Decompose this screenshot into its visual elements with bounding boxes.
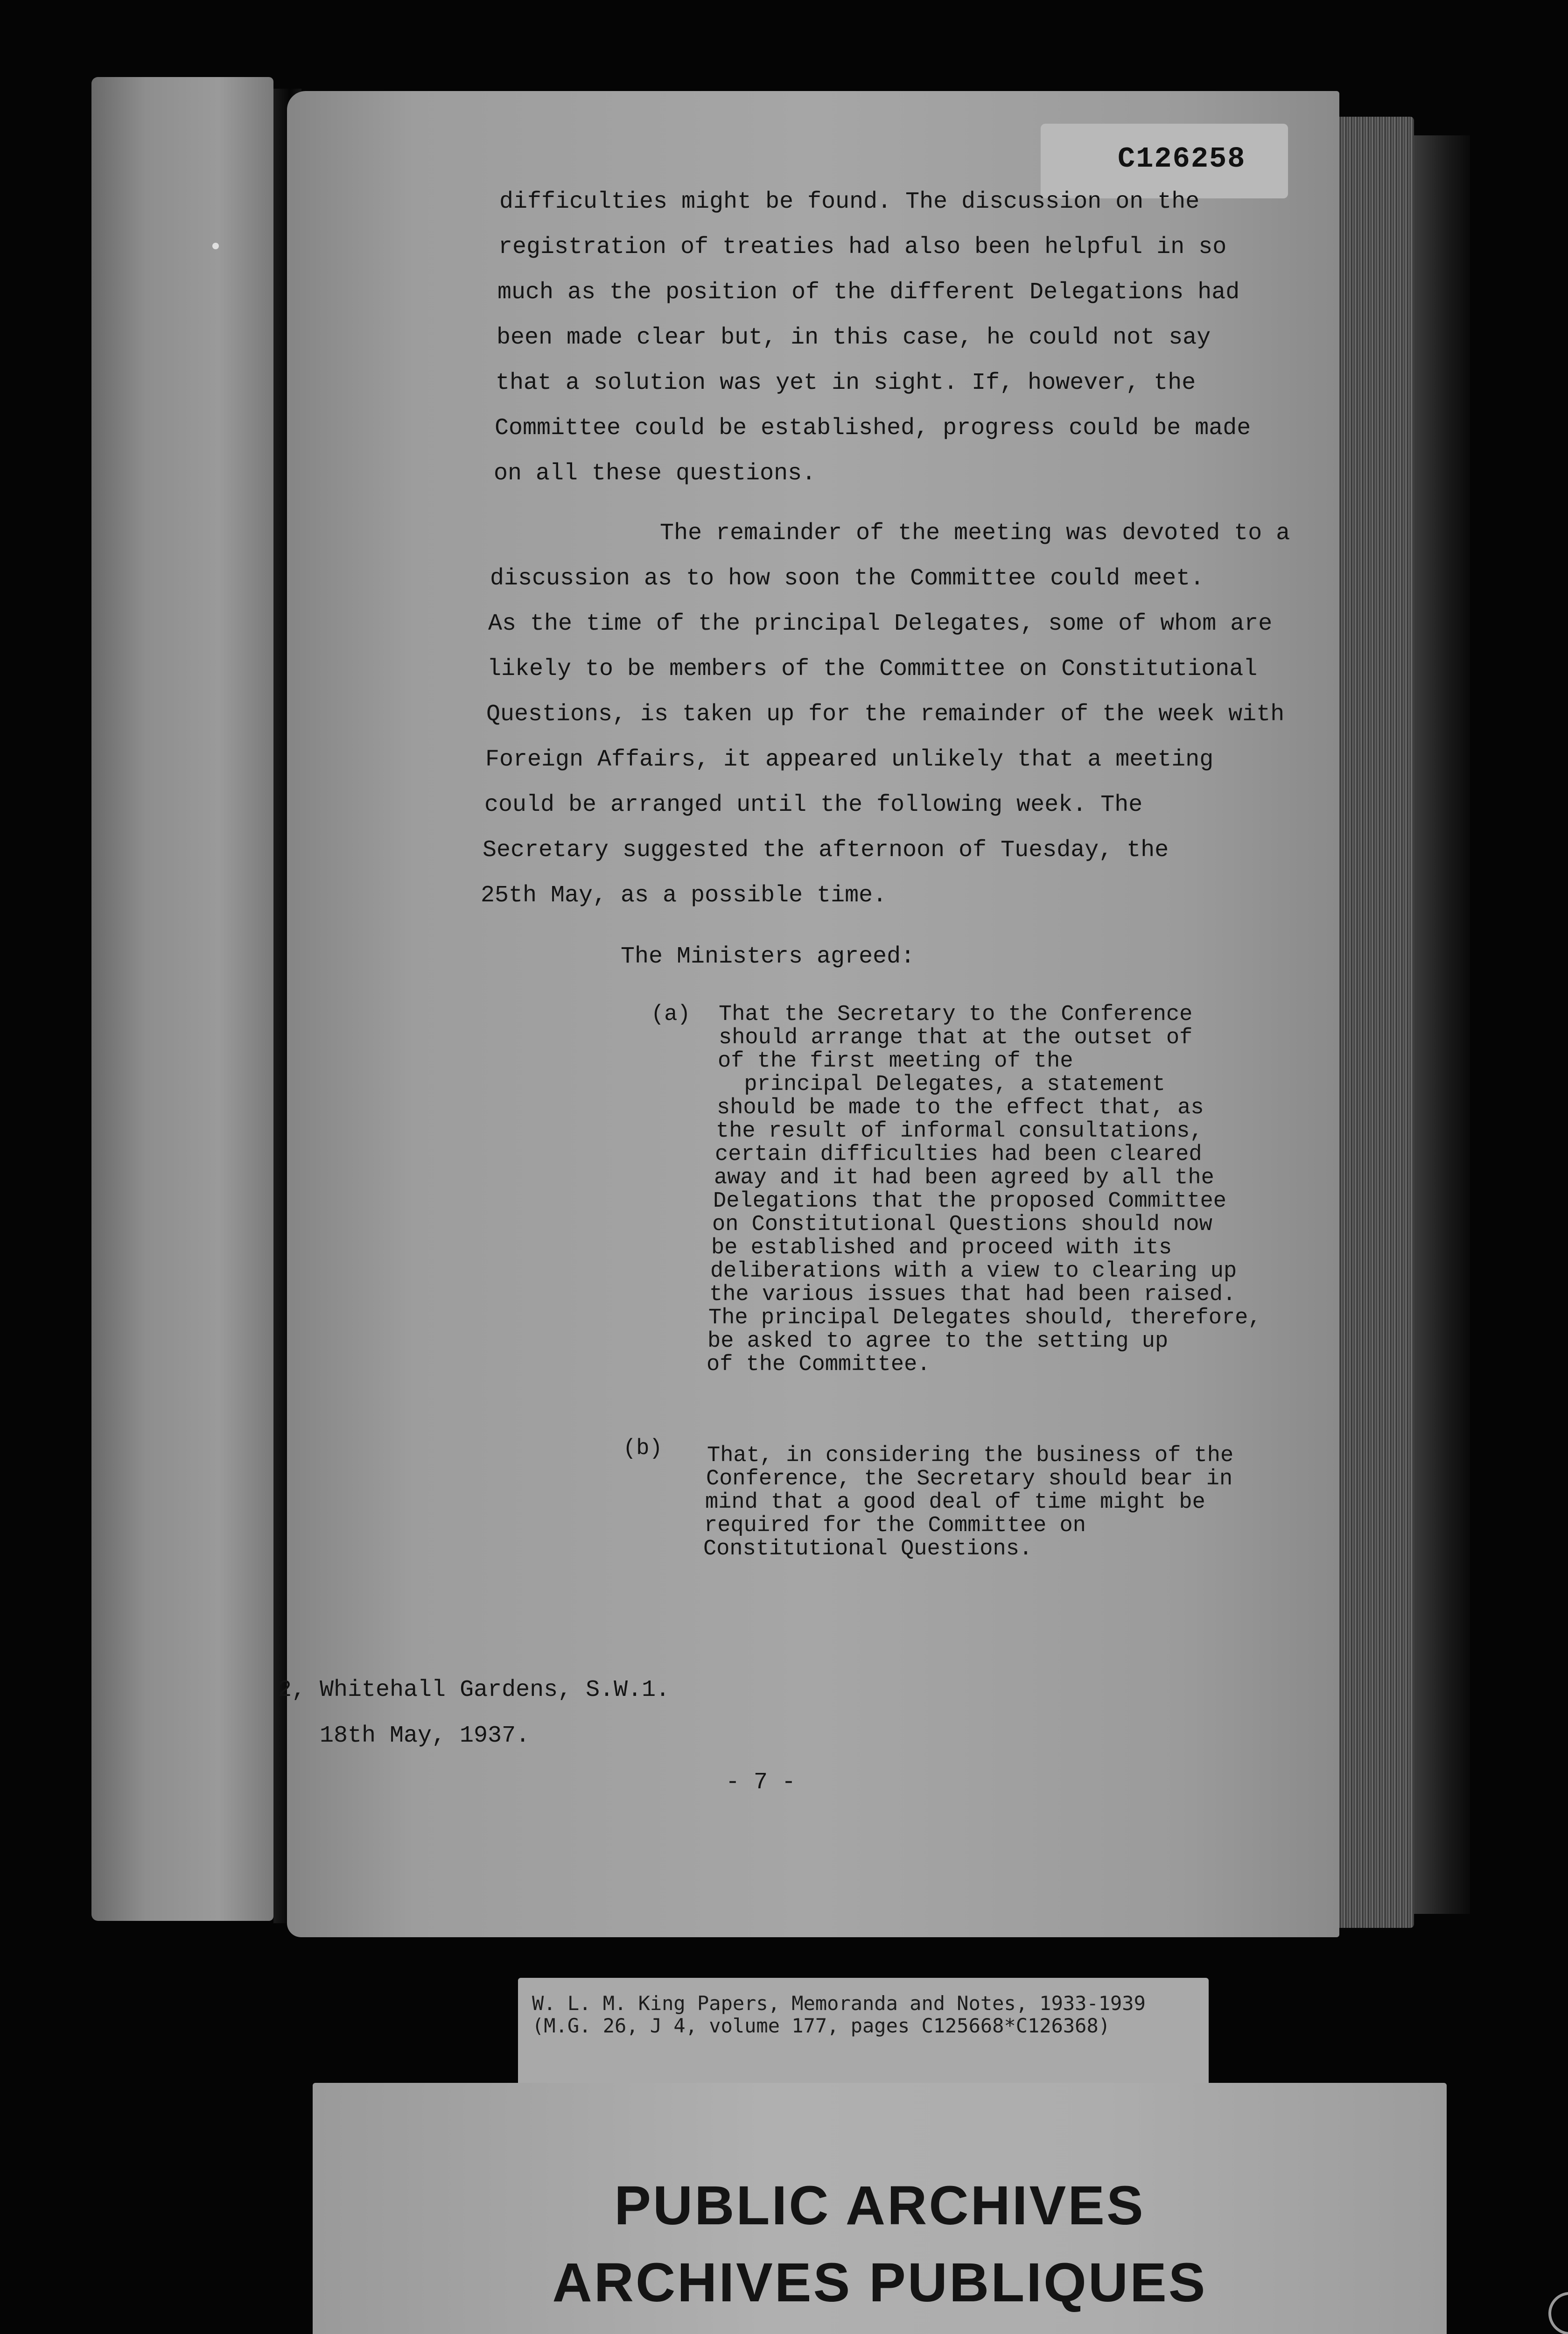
binder-hole [212,243,219,249]
item-line: should be made to the effect that, as [717,1096,1204,1120]
body-line: could be arranged until the following week. The [484,792,1143,818]
item-line: required for the Committee on [704,1513,1086,1538]
date: 18th May, 1937. [320,1722,530,1749]
body-line: Foreign Affairs, it appeared unlikely that a meeting [485,746,1214,773]
item-line: Delegations that the proposed Committee [713,1189,1226,1214]
item-line: of the first meeting of the [718,1049,1073,1074]
archives-line-french: ARCHIVES PUBLIQUES [552,2252,1207,2313]
body-line: As the time of the principal Delegates, some of whom are [488,611,1273,637]
catalog-label-line-1: W. L. M. King Papers, Memoranda and Notes, 1933-1939 [532,1992,1146,2015]
body-line: Committee could be established, progress could be made [495,415,1251,442]
body-line: discussion as to how soon the Committee could meet. [490,565,1204,592]
item-line: should arrange that at the outset of [719,1026,1193,1050]
document-id: C126258 [1118,142,1246,176]
archives-line-english: PUBLIC ARCHIVES [614,2175,1145,2236]
item-line: mind that a good deal of time might be [705,1490,1205,1515]
item-line: the various issues that had been raised. [709,1282,1236,1307]
page-number: - 7 - [726,1769,796,1796]
body-line: Questions, is taken up for the remainder of the week with [486,701,1285,728]
item-line: away and it had been agreed by all the [714,1166,1214,1190]
catalog-label-line-2: (M.G. 26, J 4, volume 177, pages C125668*C126368) [532,2014,1111,2037]
body-line: been made clear but, in this case, he could not say [497,324,1211,351]
archives-card [313,2083,1447,2334]
body-line: that a solution was yet in sight. If, however, the [496,370,1196,396]
item-line: The principal Delegates should, therefore, [708,1306,1261,1330]
item-line: Constitutional Questions. [703,1537,1033,1561]
body-line: likely to be members of the Committee on Constitutional [487,656,1258,682]
body-line: Secretary suggested the afternoon of Tuesday, the [483,837,1169,864]
item-marker: (a) [651,1002,691,1027]
body-line: difficulties might be found. The discussion on the [499,189,1200,215]
item-line: principal Delegates, a statement [718,1072,1165,1097]
item-line: certain difficulties had been cleared [715,1142,1202,1167]
item-line: That the Secretary to the Conference [719,1002,1193,1027]
body-line: 25th May, as a possible time. [481,882,887,909]
page-edges-shadow [1414,135,1470,1914]
item-line: deliberations with a view to clearing up [710,1259,1237,1284]
item-line: on Constitutional Questions should now [712,1212,1212,1237]
item-line: That, in considering the business of the [707,1443,1234,1468]
item-line: of the Committee. [707,1352,931,1377]
item-marker: (b) [623,1436,663,1461]
agreed-line: The Ministers agreed: [621,943,915,970]
body-line: much as the position of the different Delegations had [497,279,1240,306]
catalog-label [518,1978,1209,2086]
item-line: be established and proceed with its [711,1236,1172,1260]
body-line: registration of treaties had also been helpful in so [498,234,1227,260]
left-page [91,77,273,1921]
body-line: on all these questions. [494,460,816,487]
item-line: be asked to agree to the setting up [707,1329,1169,1354]
address: 2, Whitehall Gardens, S.W.1. [278,1677,670,1703]
registration-mark [1548,2292,1568,2334]
body-line: The remainder of the meeting was devoted to a [492,520,1290,547]
item-line: Conference, the Secretary should bear in [706,1467,1233,1491]
item-line: the result of informal consultations, [716,1119,1203,1144]
